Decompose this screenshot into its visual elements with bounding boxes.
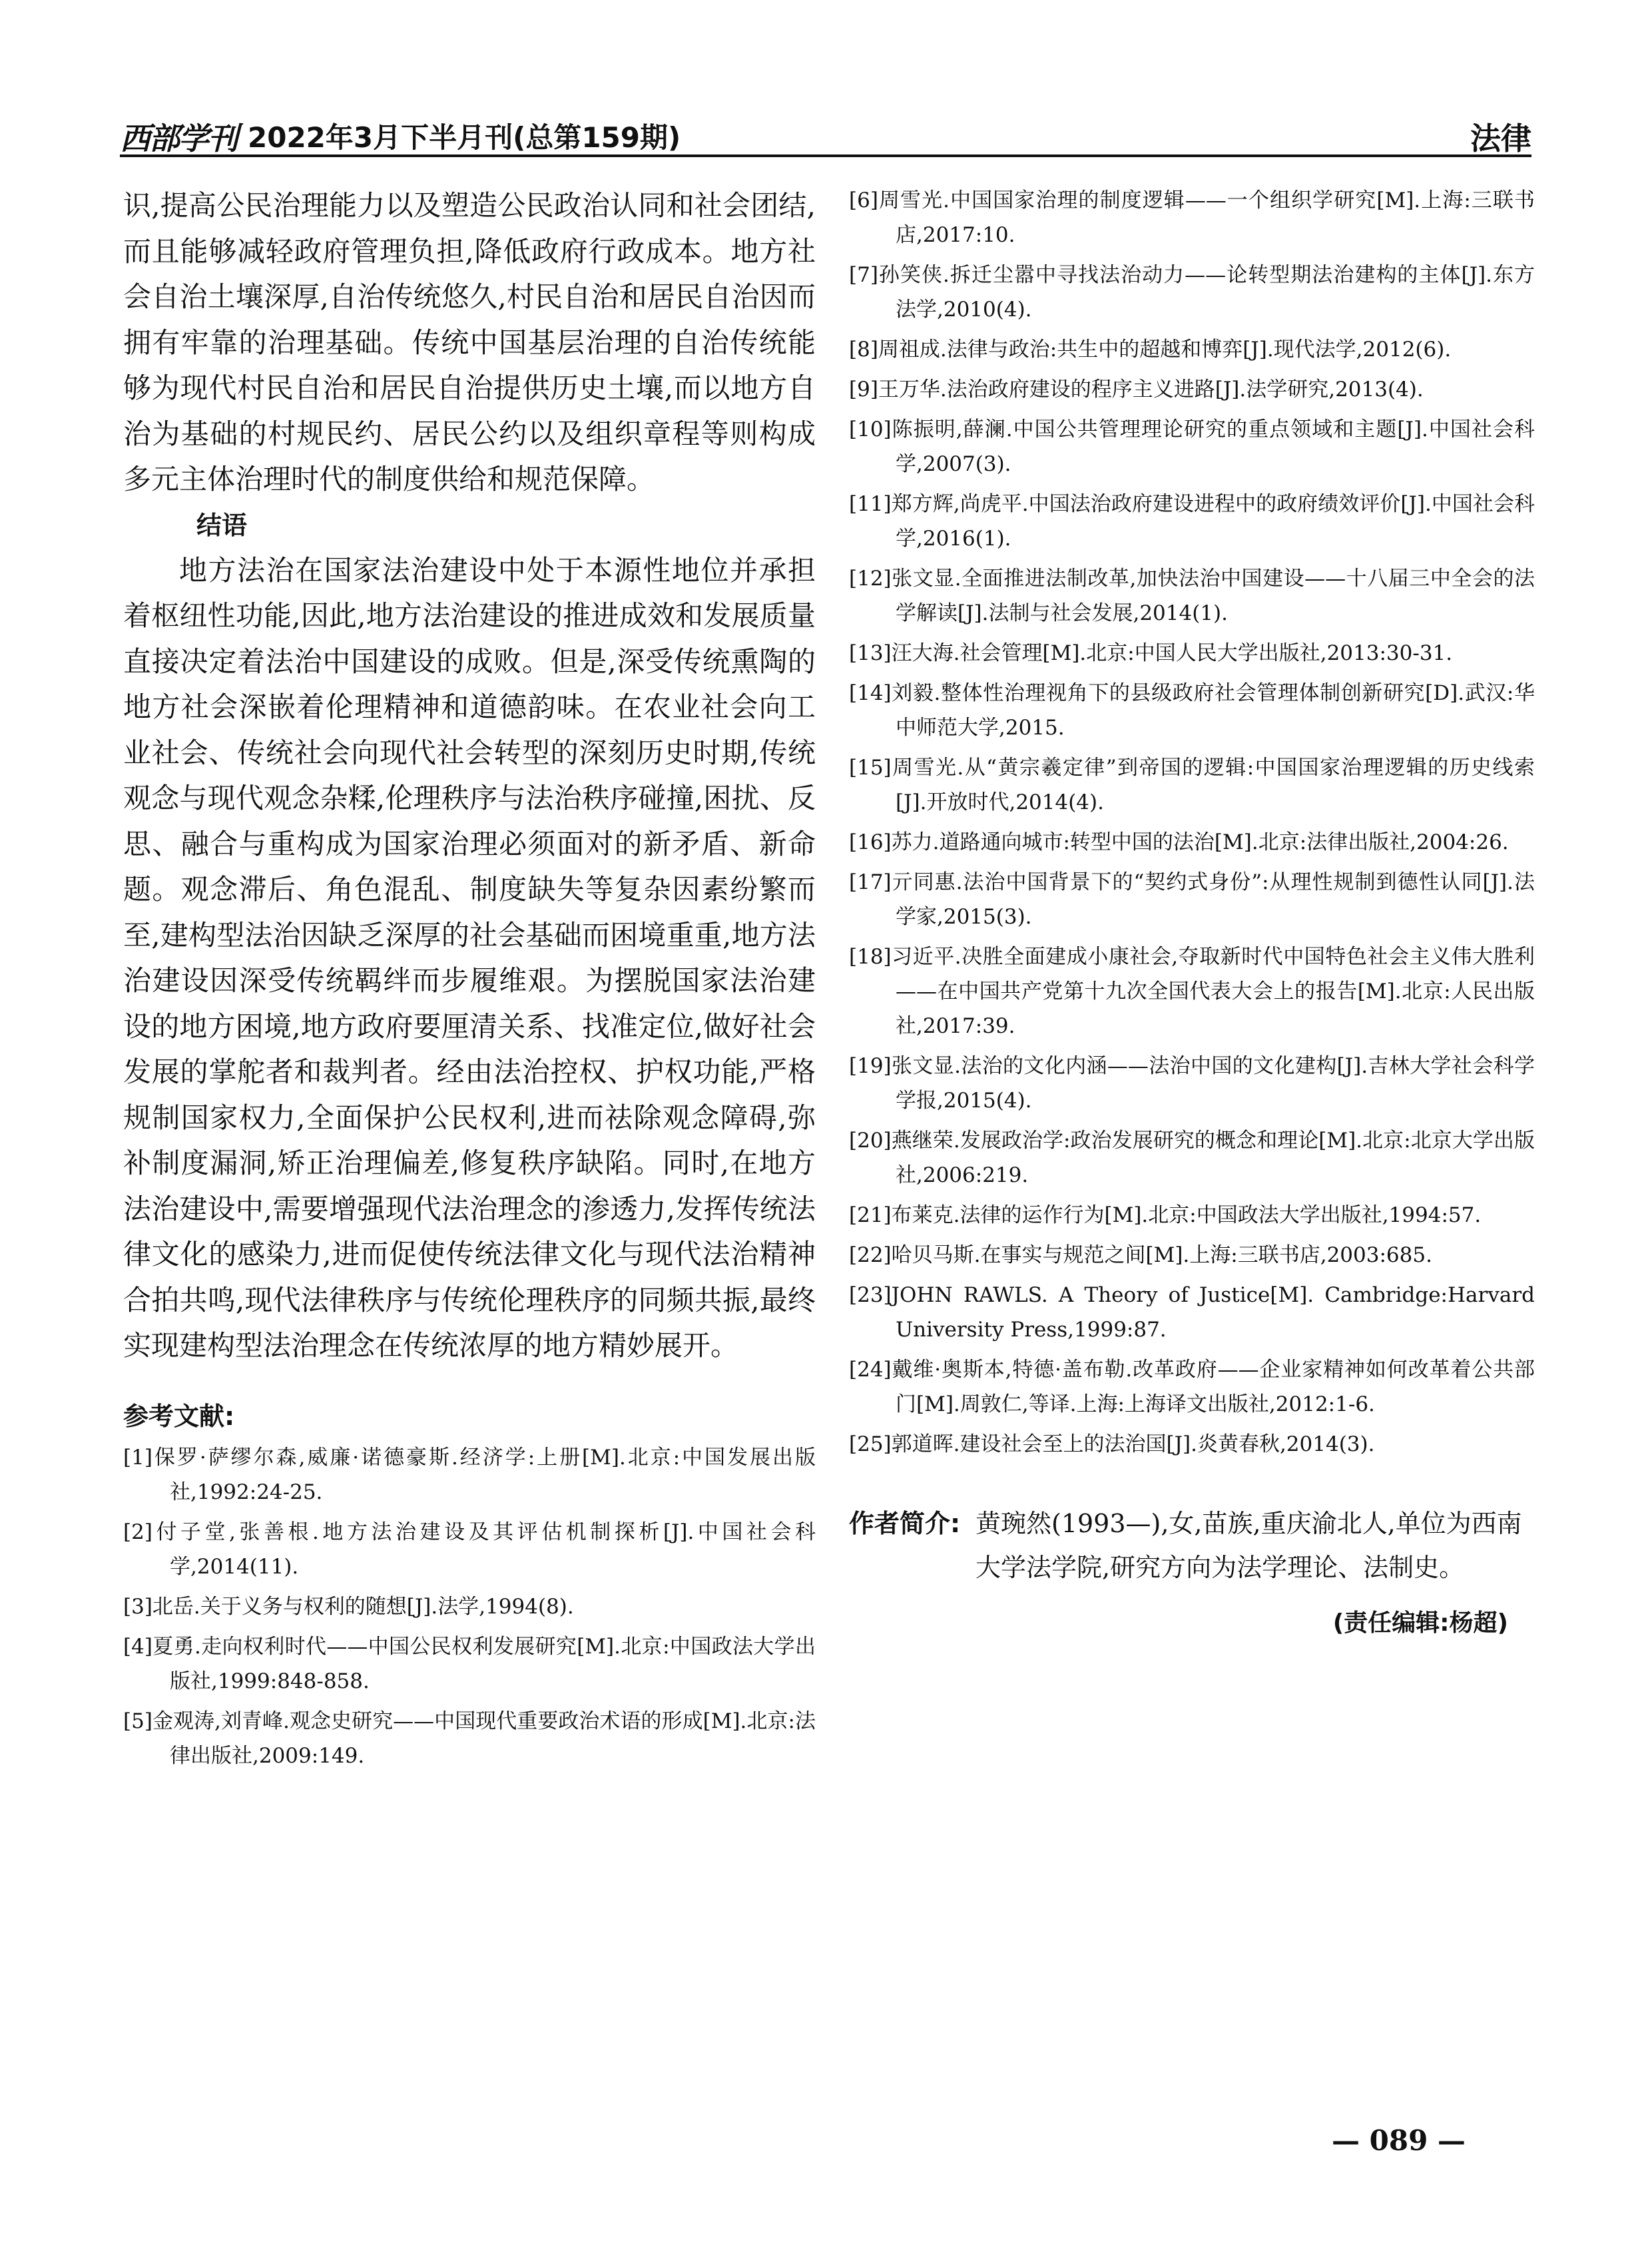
right-column [849,183,1535,1638]
references-heading: 参考文献: [123,1401,235,1431]
reference-item: [19]张文显.法治的文化内涵——法治中国的文化建构[J].吉林大学社会科学学报,2015(4). [849,1054,1535,1113]
page-number: — 089 — [1332,2124,1466,2157]
left-column [123,183,816,1779]
reference-item: [22]哈贝马斯.在事实与规范之间[M].上海:三联书店,2003:685. [849,1243,1432,1267]
reference-item: [2]付子堂,张善根.地方法治建设及其评估机制探析[J].中国社会科学,2014(11). [123,1520,816,1579]
body-paragraph-1: 识,提高公民治理能力以及塑造公民政治认同和社会团结,而且能够减轻政府管理负担,降低政府行政成本。地方社会自治土壤深厚,自治传统悠久,村民自治和居民自治因而拥有牢靠的治理基础。传统中国基层治理的自治传统能够为现代村民自治和居民自治提供历史土壤,而以地方自治为基础的村规民约、居民公约以及组织章程等则构成多元主体治理时代的制度供给和规范保障。 [123,189,816,495]
reference-item: [6]周雪光.中国国家治理的制度逻辑——一个组织学研究[M].上海:三联书店,2017:10. [849,188,1535,247]
reference-item: [1]保罗·萨缪尔森,威廉·诺德豪斯.经济学:上册[M].北京:中国发展出版社,1992:24-25. [123,1445,816,1504]
section-name: 法律 [1470,121,1531,156]
reference-item: [18]习近平.决胜全面建成小康社会,夺取新时代中国特色社会主义伟大胜利——在中国共产党第十九次全国代表大会上的报告[M].北京:人民出版社,2017:39. [849,945,1535,1038]
journal-logo: 西部学刊 [120,121,237,156]
reference-item: [13]汪大海.社会管理[M].北京:中国人民大学出版社,2013:30-31. [849,641,1453,665]
reference-item: [3]北岳.关于义务与权利的随想[J].法学,1994(8). [123,1594,574,1619]
reference-item: [20]燕继荣.发展政治学:政治发展研究的概念和理论[M].北京:北京大学出版社,2006:219. [849,1129,1535,1187]
reference-list-left [123,1440,816,1773]
reference-item: [21]布莱克.法律的运作行为[M].北京:中国政法大学出版社,1994:57. [849,1203,1482,1227]
page-header [120,115,1531,157]
reference-item: [12]张文显.全面推进法制改革,加快法治中国建设——十八届三中全会的法学解读[J].法制与社会发展,2014(1). [849,567,1535,625]
reference-item: [5]金观涛,刘青峰.观念史研究——中国现代重要政治术语的形成[M].北京:法律出版社,2009:149. [123,1709,816,1768]
reference-item: [17]亓同惠.法治中国背景下的“契约式身份”:从理性规制到德性认同[J].法学家,2015(3). [849,870,1535,929]
reference-item: [11]郑方辉,尚虎平.中国法治政府建设进程中的政府绩效评价[J].中国社会科学,2016(1). [849,492,1535,551]
reference-item: [10]陈振明,薛澜.中国公共管理理论研究的重点领域和主题[J].中国社会科学,2007(3). [849,418,1535,476]
reference-item: [15]周雪光.从“黄宗羲定律”到帝国的逻辑:中国国家治理逻辑的历史线索[J].开放时代,2014(4). [849,756,1535,814]
reference-item: [9]王万华.法治政府建设的程序主义进路[J].法学研究,2013(4). [849,378,1424,402]
reference-list-right [849,183,1535,1462]
author-bio-label: 作者简介: [849,1509,961,1538]
reference-item: [7]孙笑侠.拆迁尘嚣中寻找法治动力——论转型期法治建构的主体[J].东方法学,2010(4). [849,263,1535,322]
reference-item: [8]周祖成.法律与政治:共生中的超越和博弈[J].现代法学,2012(6). [849,338,1452,362]
author-bio-text: 黄琬然(1993—),女,苗族,重庆渝北人,单位为西南大学法学院,研究方向为法学理论、法制史。 [975,1509,1522,1582]
reference-item: [24]戴维·奥斯本,特德·盖布勒.改革政府——企业家精神如何改革着公共部门[M].周敦仁,等译.上海:上海译文出版社,2012:1-6. [849,1358,1535,1416]
reference-item: [14]刘毅.整体性治理视角下的县级政府社会管理体制创新研究[D].武汉:华中师范大学,2015. [849,681,1535,740]
reference-item: [23]JOHN RAWLS. A Theory of Justice[M]. Cambridge:Harvard University Press,1999:87. [849,1283,1535,1342]
responsible-editor: (责任编辑:杨超) [1332,1609,1508,1637]
body-paragraph-2: 地方法治在国家法治建设中处于本源性地位并承担着枢纽性功能,因此,地方法治建设的推进成效和发展质量直接决定着法治中国建设的成败。但是,深受传统熏陶的地方社会深嵌着伦理精神和道德韵味。在农业社会向工业社会、传统社会向现代社会转型的深刻历史时期,传统观念与现代观念杂糅,伦理秩序与法治秩序碰撞,困扰、反思、融合与重构成为国家治理必须面对的新矛盾、新命题。观念滞后、角色混乱、制度缺失等复杂因素纷繁而至,建构型法治因缺乏深厚的社会基础而困境重重,地方法治建设因深受传统羁绊而步履维艰。为摆脱国家法治建设的地方困境,地方政府要厘清关系、找准定位,做好社会发展的掌舵者和裁判者。经由法治控权、护权功能,严格规制国家权力,全面保护公民权利,进而祛除观念障碍,弥补制度漏洞,矫正治理偏差,修复秩序缺陷。同时,在地方法治建设中,需要增强现代法治理念的渗透力,发挥传统法律文化的感染力,进而促使传统法律文化与现代法治精神合拍共鸣,现代法律秩序与传统伦理秩序的同频共振,最终实现建构型法治理念在传统浓厚的地方精妙展开。 [123,553,816,1362]
conclusion-heading: 结语 [196,510,248,540]
reference-item: [25]郭道晖.建设社会至上的法治国[J].炎黄春秋,2014(3). [849,1432,1375,1456]
author-bio [849,1502,1535,1589]
reference-item: [4]夏勇.走向权利时代——中国公民权利发展研究[M].北京:中国政法大学出版社,1999:848-858. [123,1634,816,1693]
reference-item: [16]苏力.道路通向城市:转型中国的法治[M].北京:法律出版社,2004:26. [849,830,1509,854]
journal-issue: 2022年3月下半月刊(总第159期) [248,121,681,154]
